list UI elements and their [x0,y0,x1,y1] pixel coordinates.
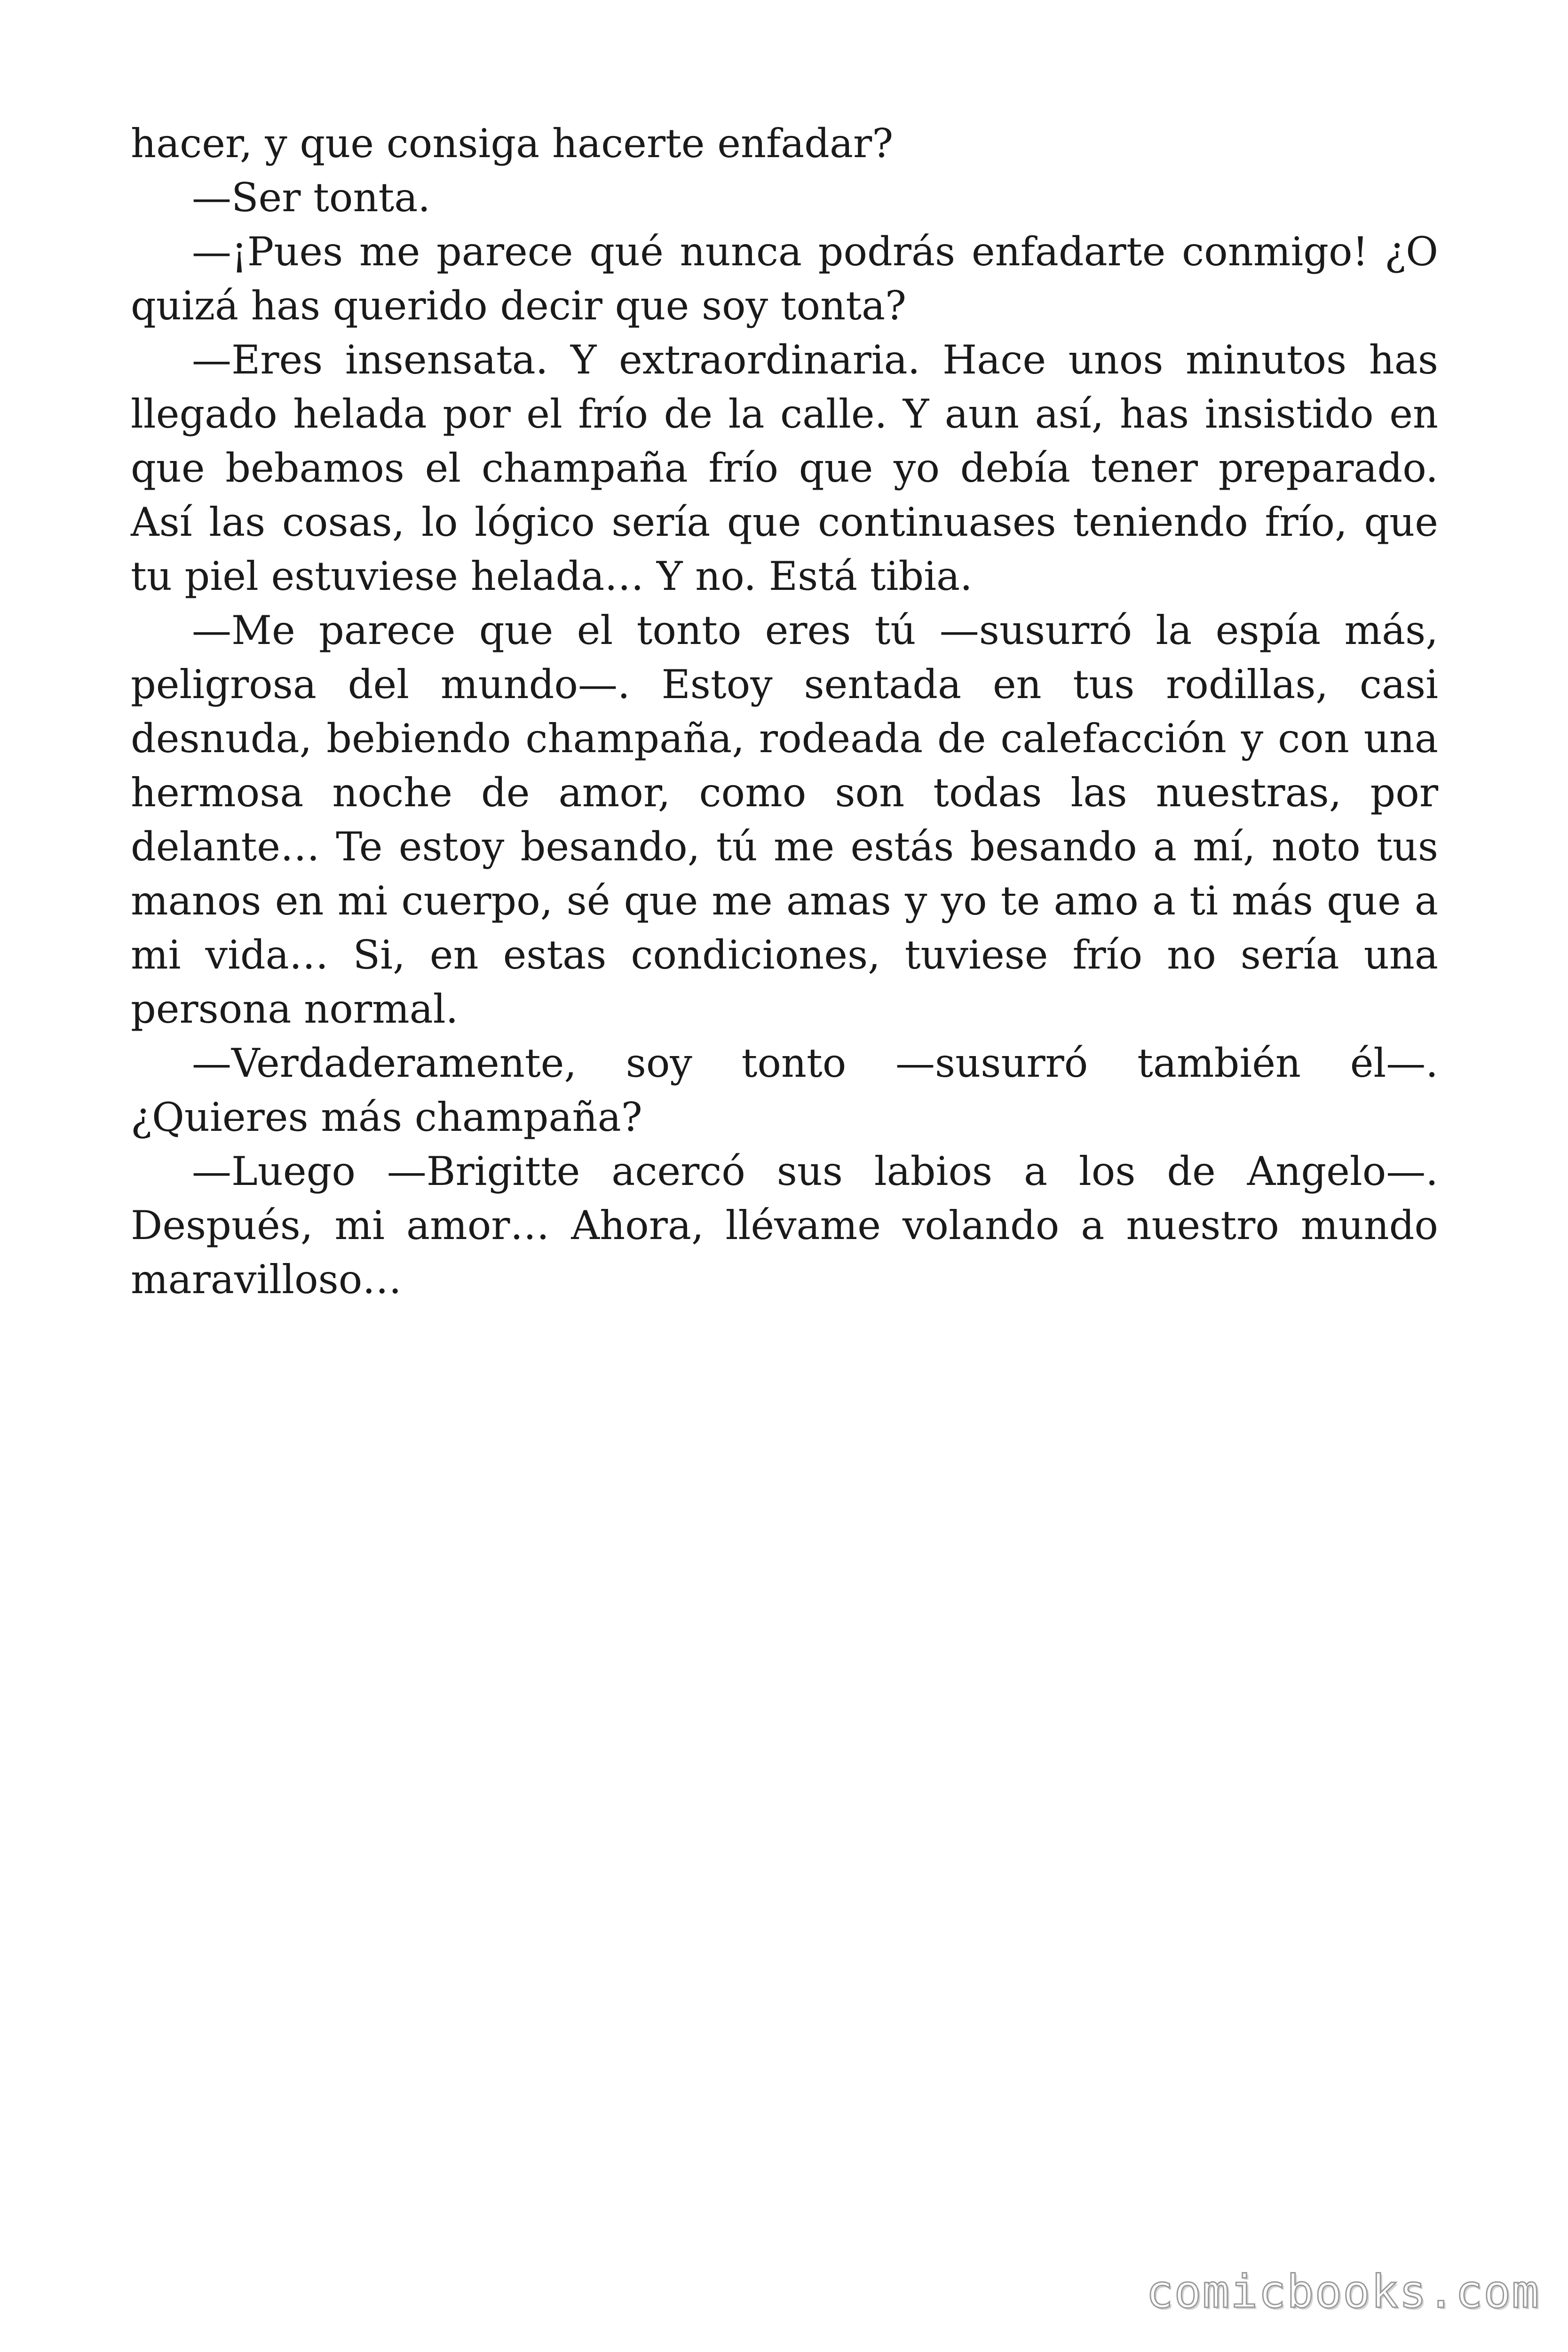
paragraph: —Eres insensata. Y extraordinaria. Hace unos minutos has llegado helada por el frío de la calle. Y aun así, has insistido en que bebamos el champaña frío que yo debía tener preparado. Así las cosas, lo lógico sería que continuases teniendo frío, que tu piel estuviese helada… Y no. Está tibia. [131,337,1438,599]
paragraph: —Luego —Brigitte acercó sus labios a los de Angelo—. Después, mi amor… Ahora, llévame volando a nuestro mundo maravilloso… [131,1148,1438,1303]
page-text [131,117,1438,1307]
paragraph: —Verdaderamente, soy tonto —susurró también él—. ¿Quieres más champaña? [131,1040,1438,1140]
watermark: comicbooks.com [1146,2265,1540,2318]
paragraph: —Ser tonta. [192,175,431,221]
paragraph: —¡Pues me parece qué nunca podrás enfadarte conmigo! ¿O quizá has querido decir que soy tonta? [131,229,1438,329]
paragraph: —Me parece que el tonto eres tú —susurró la espía más, peligrosa del mundo—. Estoy sentada en tus rodillas, casi desnuda, bebiendo champaña, rodeada de calefacción y con una hermosa noche de amor, como son todas las nuestras, por delante… Te estoy besando, tú me estás besando a mí, noto tus manos en mi cuerpo, sé que me amas y yo te amo a ti más que a mi vida… Si, en estas condiciones, tuviese frío no sería una persona normal. [131,607,1438,1032]
paragraph-continuation: hacer, y que consiga hacerte enfadar? [131,120,894,167]
